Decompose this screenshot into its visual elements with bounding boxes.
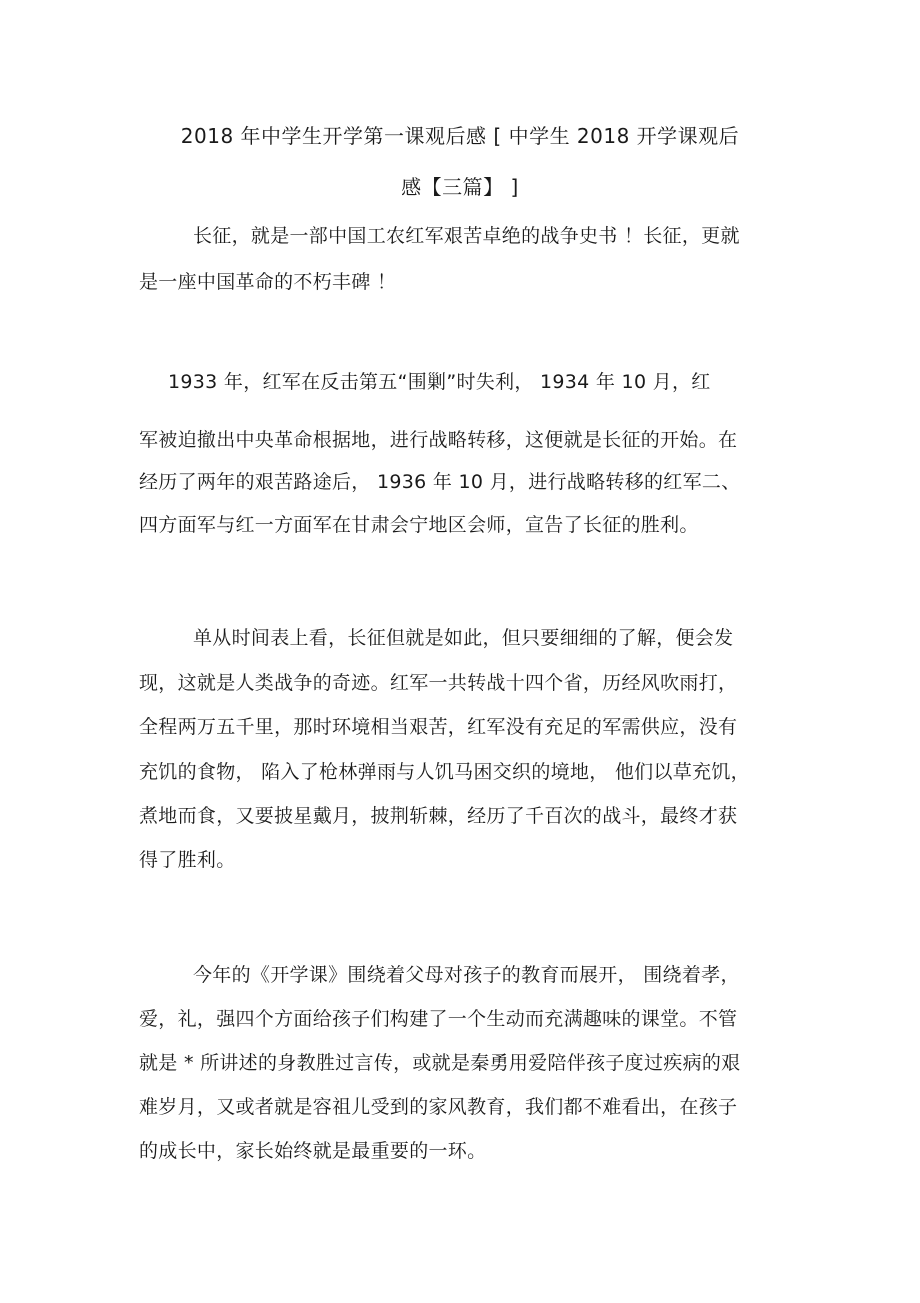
paragraph-line: 四方面军与红一方面军在甘肃会宁地区会师，宣告了长征的胜利。 [139, 514, 699, 536]
paragraph-line: 全程两万五千里，那时环境相当艰苦，红军没有充足的军需供应，没有 [139, 716, 738, 738]
paragraph-line: 单从时间表上看，长征但就是如此，但只要细细的了解，便会发 [193, 627, 734, 649]
document-title-line-1: 2018 年中学生开学第一课观后感 [ 中学生 2018 开学课观后 [180, 124, 740, 148]
paragraph-line: 经历了两年的艰苦路途后， 1936 年 10 月，进行战略转移的红军二、 [139, 471, 741, 493]
paragraph-line: 1933 年，红军在反击第五“围剿”时失利， 1934 年 10 月，红 [168, 371, 711, 393]
paragraph-line: 军被迫撤出中央革命根据地，进行战略转移，这便就是长征的开始。在 [139, 429, 738, 451]
paragraph-line: 充饥的食物， 陷入了枪林弹雨与人饥马困交织的境地， 他们以草充饥， [139, 761, 750, 783]
paragraph-line: 长征，就是一部中国工农红军艰苦卓绝的战争史书 ！长征，更就 [193, 225, 740, 247]
paragraph-line: 得了胜利。 [139, 849, 236, 871]
paragraph-line: 今年的《开学课》围绕着父母对孩子的教育而展开， 围绕着孝， [193, 964, 740, 986]
paragraph-line: 煮地而食，又要披星戴月，披荆斩棘，经历了千百次的战斗，最终才获 [139, 805, 738, 827]
paragraph-line: 就是 * 所讲述的身教胜过言传，或就是秦勇用爱陪伴孩子度过疾病的艰 [139, 1052, 741, 1074]
paragraph-line: 的成长中，家长始终就是最重要的一环。 [139, 1140, 487, 1162]
paragraph-line: 难岁月，又或者就是容祖儿受到的家风教育，我们都不难看出，在孩子 [139, 1096, 738, 1118]
document-title-line-2: 感【三篇】 ] [401, 175, 519, 199]
paragraph-line: 现，这就是人类战争的奇迹。红军一共转战十四个省，历经风吹雨打， [139, 672, 738, 694]
paragraph-line: 爱，礼，强四个方面给孩子们构建了一个生动而充满趣味的课堂。不管 [139, 1008, 738, 1030]
paragraph-line: 是一座中国革命的不朽丰碑 ！ [139, 271, 397, 293]
